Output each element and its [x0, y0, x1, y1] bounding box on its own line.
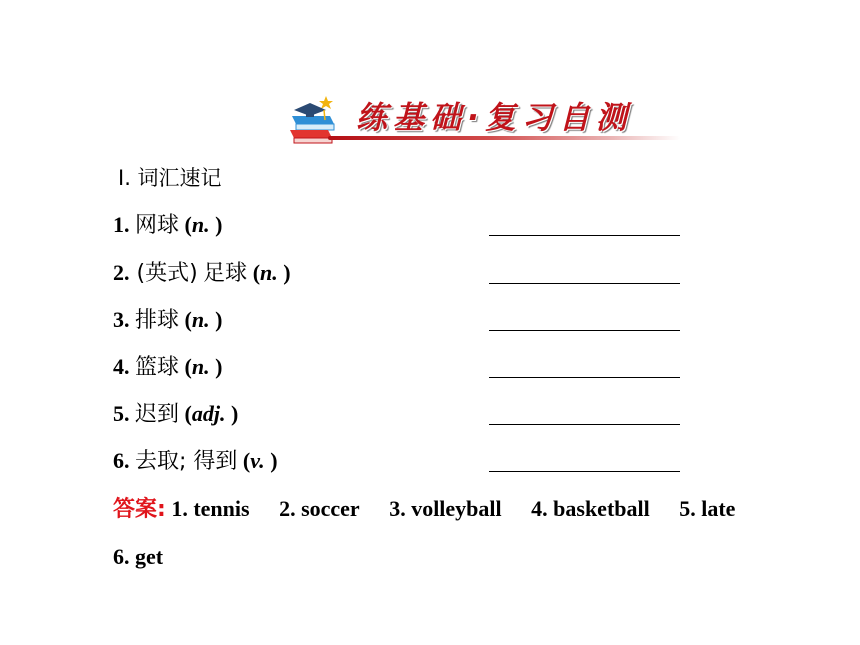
banner-title: 练基础·复习自测	[356, 100, 633, 136]
banner-underline	[328, 136, 680, 140]
answer-blank[interactable]	[489, 330, 680, 331]
answer-blank[interactable]	[489, 235, 680, 236]
answer-entry: 1. tennis	[171, 496, 250, 521]
answer-entry: 2. soccer	[279, 496, 360, 521]
vocab-item: 6. 去取; 得到 (v. )	[113, 448, 278, 474]
answer-entry: 3. volleyball	[389, 496, 502, 521]
answer-continuation: 6. get	[113, 544, 164, 569]
section-banner	[286, 92, 680, 150]
answer-blank[interactable]	[489, 283, 680, 284]
answer-entry: 5. late	[679, 496, 736, 521]
vocab-item: 5. 迟到 (adj. )	[113, 401, 239, 427]
section-heading: Ⅰ. 词汇速记	[118, 166, 222, 190]
answer-blank[interactable]	[489, 377, 680, 378]
vocab-item: 2. (英式) 足球 (n. )	[113, 260, 291, 286]
vocab-item: 4. 篮球 (n. )	[113, 354, 223, 380]
answer-blank[interactable]	[489, 471, 680, 472]
answer-label: 答案:	[113, 497, 166, 522]
answer-entry: 4. basketball	[531, 496, 650, 521]
vocab-item: 1. 网球 (n. )	[113, 212, 223, 238]
vocab-item: 3. 排球 (n. )	[113, 307, 223, 333]
answer-line	[113, 495, 735, 524]
answer-blank[interactable]	[489, 424, 680, 425]
